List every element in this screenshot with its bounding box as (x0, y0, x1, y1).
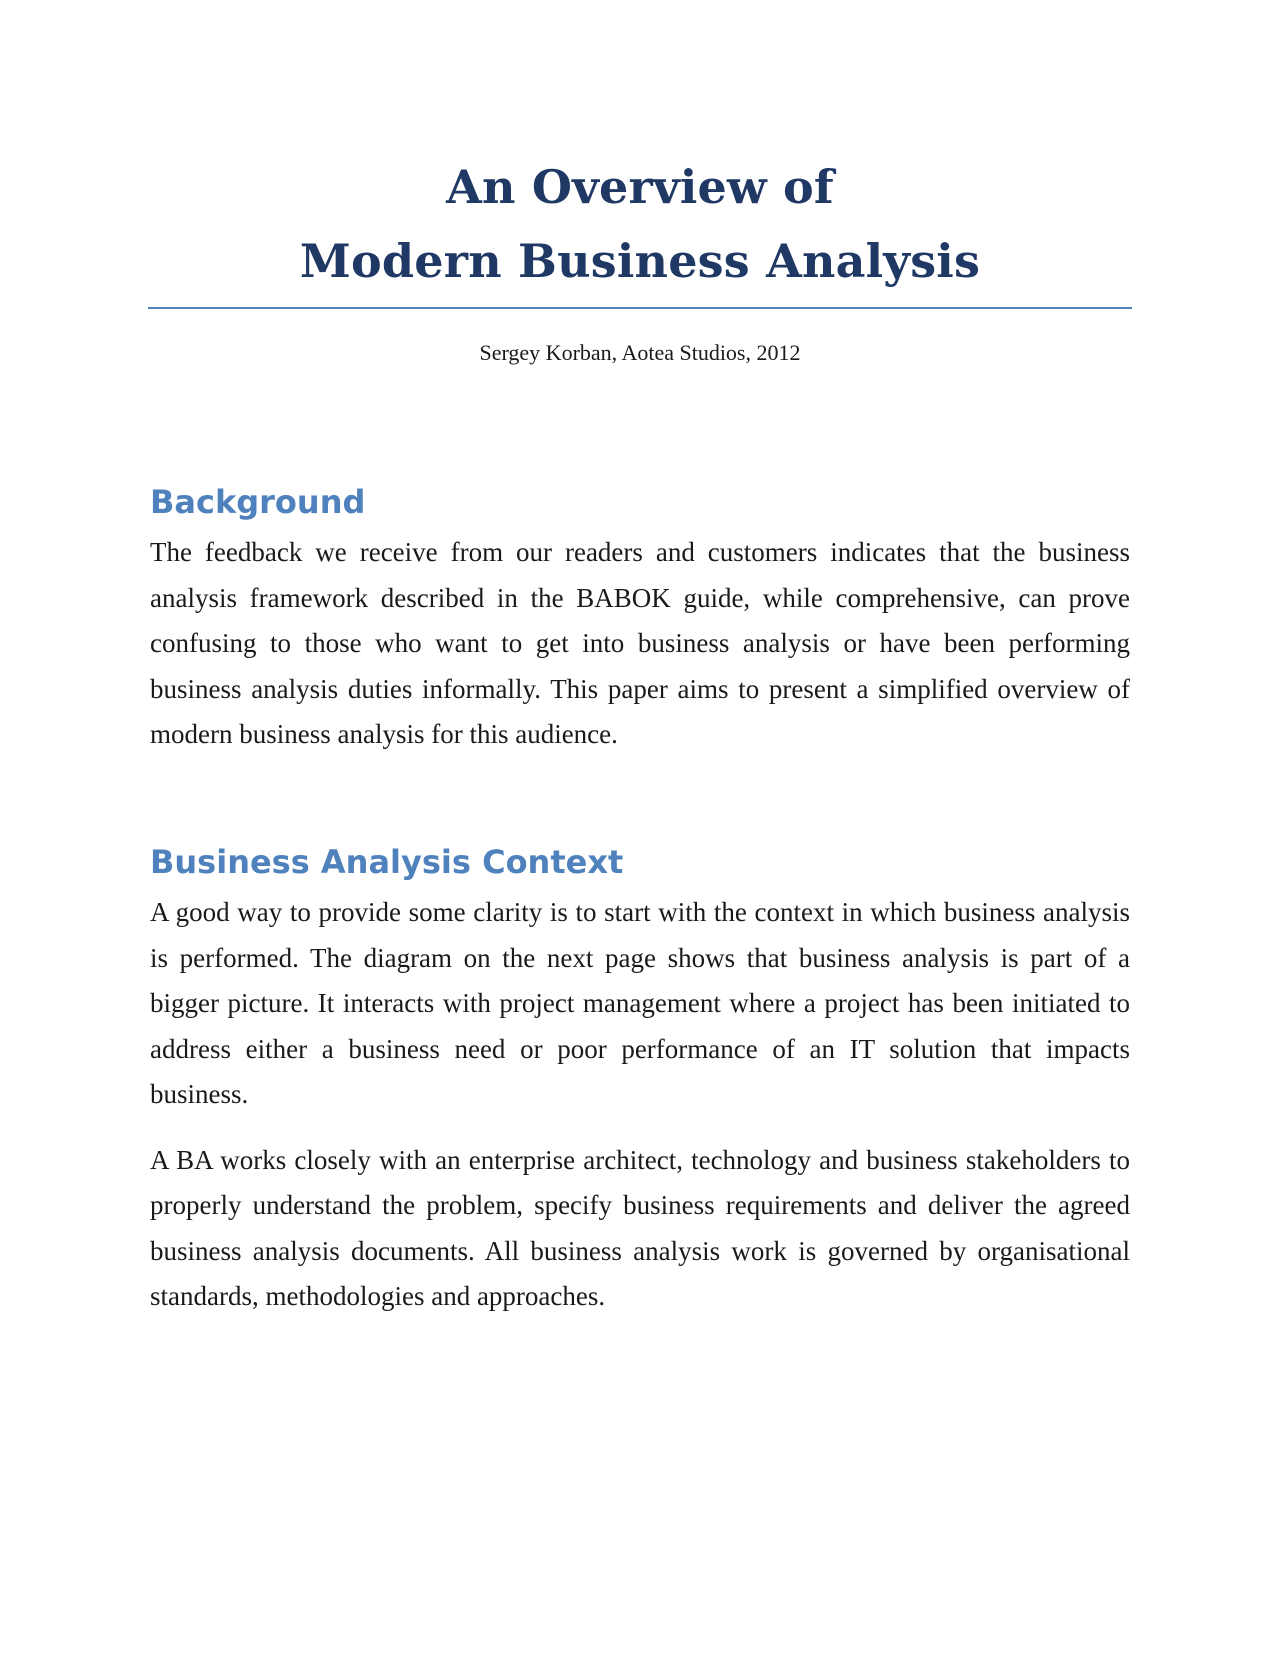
section-background (150, 482, 1130, 778)
section-heading: Business Analysis Context (150, 843, 624, 881)
paragraph: The feedback we receive from our readers and customers indicates that the business analysis framework described in the BABOK guide, while comprehensive, can prove confusing to those who want to get into business analysis or have been performing business analysis duties informally. This paper aims to present a simplified overview of modern business analysis for this audience. (150, 537, 1130, 749)
title-divider (148, 307, 1132, 309)
title-line-2: Modern Business Analysis (299, 234, 981, 288)
section-heading: Background (150, 483, 366, 521)
section-business-analysis-context (150, 842, 1130, 1340)
author-byline: Sergey Korban, Aotea Studios, 2012 (479, 340, 801, 365)
document-title (148, 150, 1132, 298)
paragraph: A BA works closely with an enterprise architect, technology and business stakeholders to properly understand the problem, specify business requirements and deliver the agreed business analysis documents. All business analysis work is governed by organisational standards, methodologies and approaches. (150, 1144, 1130, 1311)
paragraph: A good way to provide some clarity is to start with the context in which business analysis is performed. The diagram on the next page shows that business analysis is part of a bigger picture. It interacts with project management where a project has been initiated to address either a business need or poor performance of an IT solution that impacts business. (150, 897, 1130, 1109)
title-line-1: An Overview of (446, 160, 834, 214)
